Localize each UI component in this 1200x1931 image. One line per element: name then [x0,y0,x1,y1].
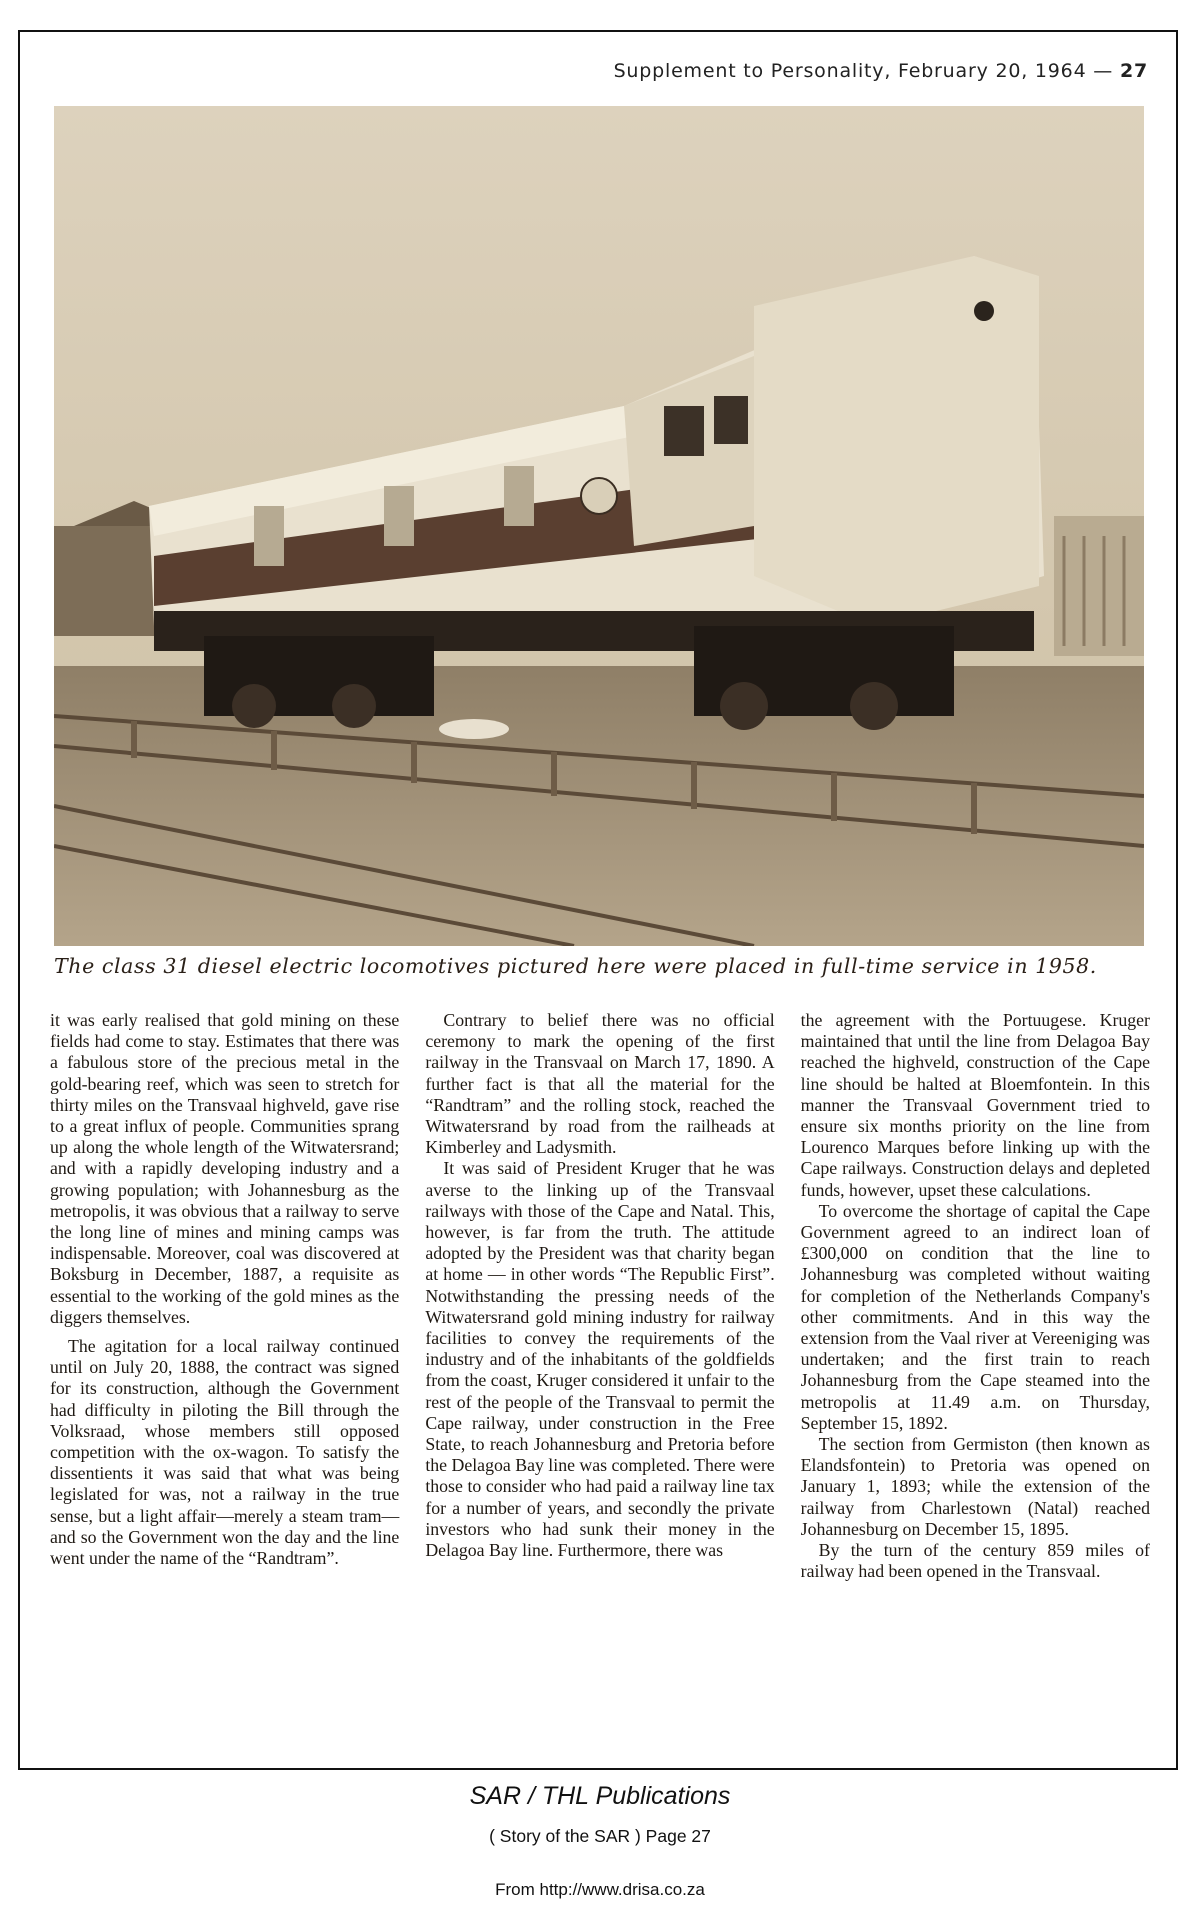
paragraph: The agitation for a local railway continued until on July 20, 1888, the contract was signed for its construction, although the Government had difficulty in piloting the Bill through the Volksraad, whose members still opposed competition with the ox-wagon. To satisfy the dissentients it was said that what was being legislated for was, not a railway in the true sense, but a light affair—merely a steam tram—and so the Government won the day and the line went under the name of the “Randtram”. [50,1336,400,1569]
paragraph: By the turn of the century 859 miles of railway had been opened in the Transvaal. [800,1540,1150,1582]
photo-caption: The class 31 diesel electric locomotives pictured here were placed in full-time service in 1958. [54,954,1097,978]
scanned-page [18,30,1178,1770]
running-head [614,60,1148,82]
paragraph: the agreement with the Portuugese. Kruger maintained that until the line from Delagoa Bay reached the highveld, construction of the Cape line should be halted at Bloemfontein. In this manner the Transvaal Government tried to ensure six months priority on the line from Lourenco Marques before linking up with the Cape railways. Construction delays and depleted funds, however, upset these calculations. [800,1010,1150,1200]
locomotive-photo [54,106,1144,946]
article-column-3 [801,1010,1150,1750]
paragraph: It was said of President Kruger that he was averse to the linking up of the Transvaal railways with those of the Cape and Natal. This, however, is far from the truth. The attitude adopted by the President was that charity began at home — in other words “The Republic First”. Notwithstanding the pressing needs of the Witwatersrand gold mining industry for railway facilities to convey the requirements of the industry and of the inhabitants of the goldfields from the coast, Kruger considered it unfair to the rest of the people of the Transvaal to permit the Cape railway, under construction in the Free State, to reach Johannesburg and Pretoria before the Delagoa Bay line was completed. There were those to consider who had paid a railway line tax for a number of years, and secondly the private investors who had sunk their money in the Delagoa Bay line. Furthermore, there was [425,1158,775,1561]
article-body [50,1010,1150,1750]
publisher-credit: SAR / THL Publications [469,1782,731,1810]
paragraph: To overcome the shortage of capital the Cape Government agreed to an indirect loan of £300,000 on condition that the line to Johannesburg was completed without waiting for completion of the Netherlands Company's other commitments. And in this way the extension from the Vaal river at Vereeniging was undertaken; and the first train to reach Johannesburg from the Cape steamed into the metropolis at 11.49 a.m. on Thursday, September 15, 1892. [800,1200,1150,1433]
page-number: 27 [1119,60,1148,82]
paragraph: it was early realised that gold mining on these fields had come to stay. Estimates that there was a fabulous store of the precious metal in the gold-bearing reef, which was seen to stretch for thirty miles on the Transvaal highveld, gave rise to a great influx of people. Communities sprang up along the whole length of the Witwatersrand; and with a rapidly developing industry and a growing population; with Johannesburg as the metropolis, it was obvious that a railway to serve the long line of mines and mining camps was indispensable. Moreover, coal was discovered at Boksburg in December, 1887, a requisite as essential to the working of the gold mines as the diggers themselves. [50,1010,400,1327]
article-column-2 [425,1010,774,1750]
series-page-label: ( Story of the SAR ) Page 27 [489,1826,711,1846]
running-head-text: Supplement to Personality, February 20, 1964 — [613,60,1114,82]
paragraph: The section from Germiston (then known as Elandsfontein) to Pretoria was opened on January 1, 1893; while the extension of the railway from Charlestown (Natal) reached Johannesburg on December 15, 1895. [800,1434,1150,1539]
article-column-1 [50,1010,399,1750]
source-url: From http://www.drisa.co.za [495,1880,705,1899]
paragraph: Contrary to belief there was no official ceremony to mark the opening of the first railway in the Transvaal on March 17, 1890. A further fact is that all the material for the “Randtram” and the rolling stock, reached the Witwatersrand by road from the railheads at Kimberley and Ladysmith. [425,1010,775,1158]
